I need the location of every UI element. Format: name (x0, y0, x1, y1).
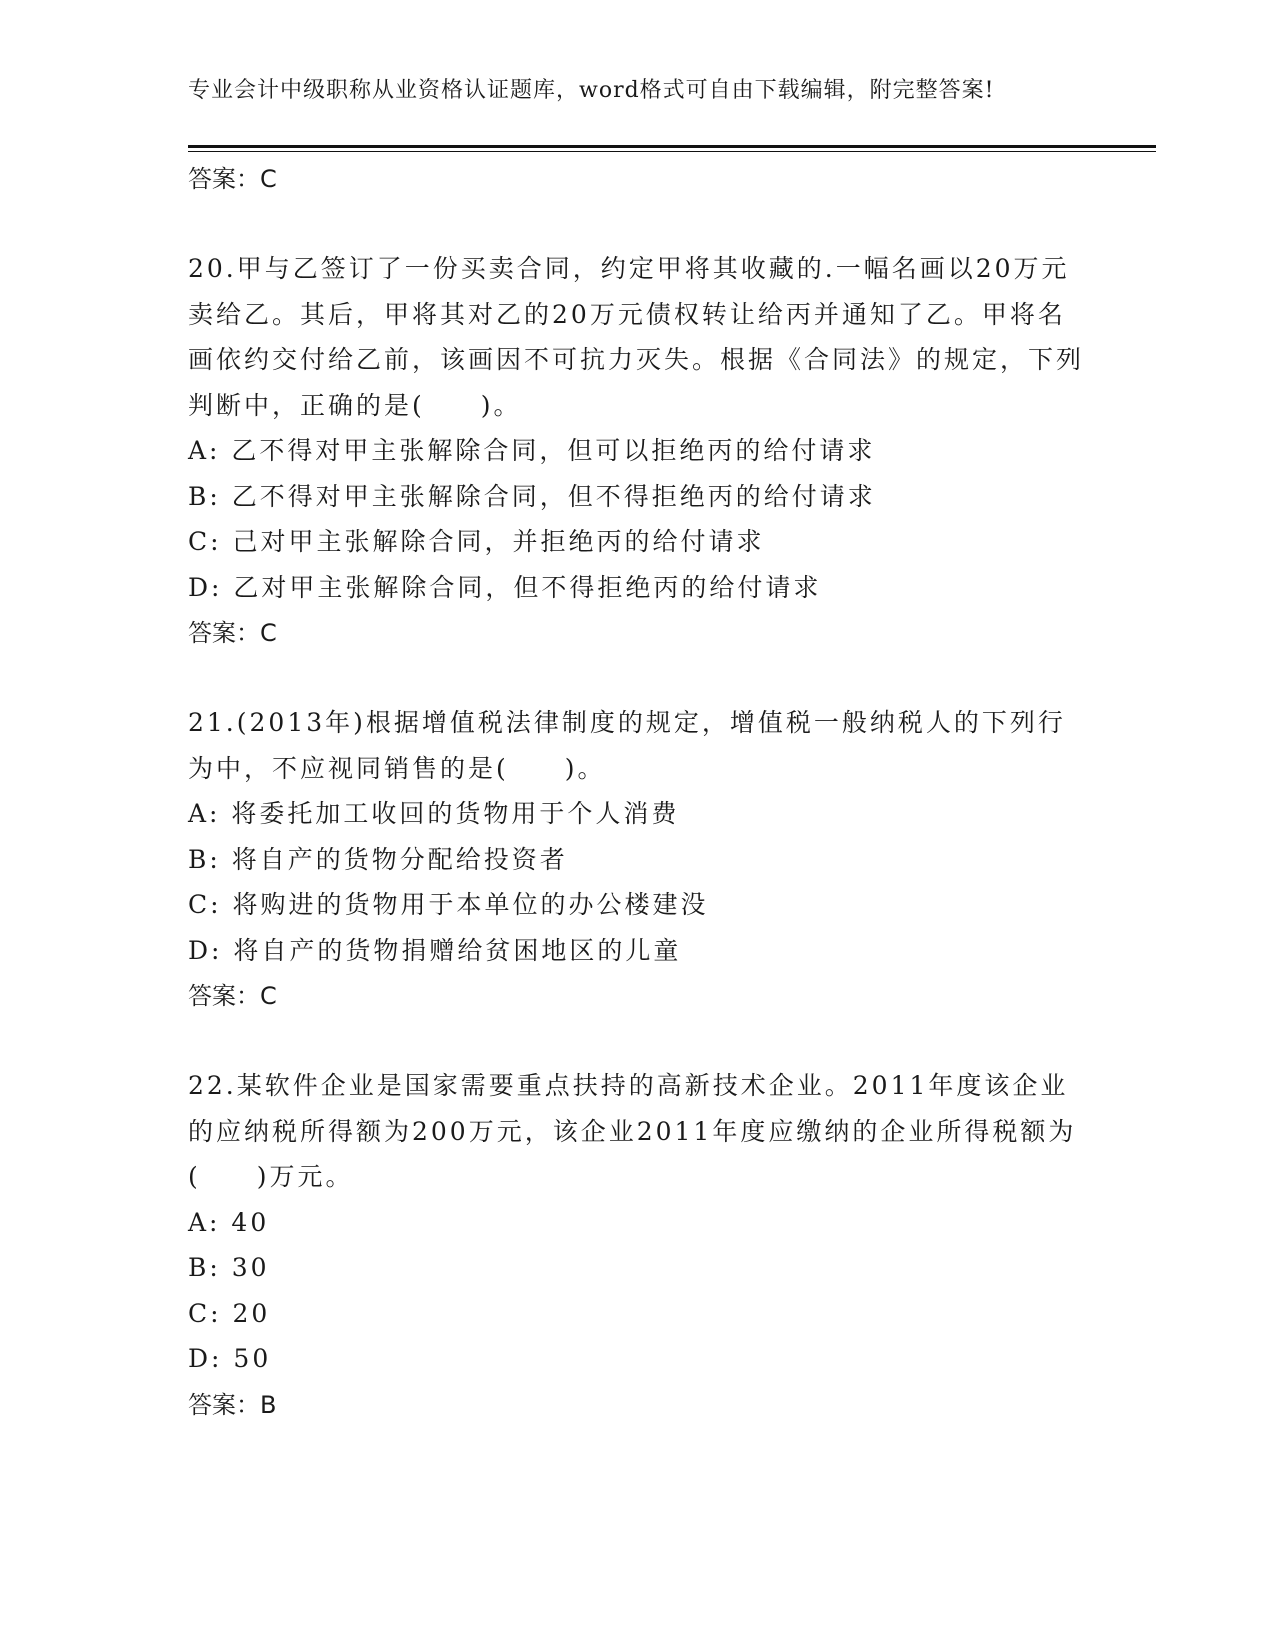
page-header: 专业会计中级职称从业资格认证题库，word格式可自由下载编辑，附完整答案! (188, 78, 995, 103)
previous-answer: 答案：C (188, 165, 277, 193)
question-list (188, 156, 1088, 1428)
answer: 答案：B (188, 1390, 277, 1419)
question-22 (188, 1063, 1088, 1428)
question-20 (188, 246, 1088, 656)
option-b: B: 乙不得对甲主张解除合同，但不得拒绝丙的给付请求 (188, 481, 876, 511)
option-b: B: 将自产的货物分配给投资者 (188, 844, 568, 874)
option-c: C: 己对甲主张解除合同，并拒绝丙的给付请求 (188, 527, 765, 556)
answer: 答案：C (188, 619, 277, 647)
option-a: A: 乙不得对甲主张解除合同，但可以拒绝丙的给付请求 (188, 436, 876, 465)
option-b: B: 30 (188, 1253, 270, 1282)
header-rule-thick (188, 145, 1156, 148)
header-rule-thin (188, 151, 1156, 152)
option-d: D: 将自产的货物捐赠给贫困地区的儿童 (188, 935, 682, 965)
question-21 (188, 700, 1088, 1019)
question-stem: 22.某软件企业是国家需要重点扶持的高新技术企业。2011年度该企业的应纳税所得额为200万元，该企业2011年度应缴纳的企业所得税额为( )万元。 (188, 1071, 1077, 1191)
option-a: A: 40 (188, 1207, 270, 1237)
option-d: D: 乙对甲主张解除合同，但不得拒绝丙的给付请求 (188, 572, 822, 602)
option-c: C: 将购进的货物用于本单位的办公楼建没 (188, 890, 709, 919)
option-d: D: 50 (188, 1344, 272, 1373)
answer: 答案：C (188, 982, 277, 1010)
option-c: C: 20 (188, 1298, 271, 1328)
question-stem: 20.甲与乙签订了一份买卖合同，约定甲将其收藏的.一幅名画以20万元卖给乙。其后，甲将其对乙的20万元债权转让给丙并通知了乙。甲将名画依约交付给乙前，该画因不可抗力灭失。根据《合同法》的规定，下列判断中，正确的是( )。 (188, 254, 1085, 420)
question-stem: 21.(2013年)根据增值税法律制度的规定，增值税一般纳税人的下列行为中，不应视同销售的是( )。 (188, 708, 1066, 783)
option-a: A: 将委托加工收回的货物用于个人消费 (188, 799, 680, 828)
